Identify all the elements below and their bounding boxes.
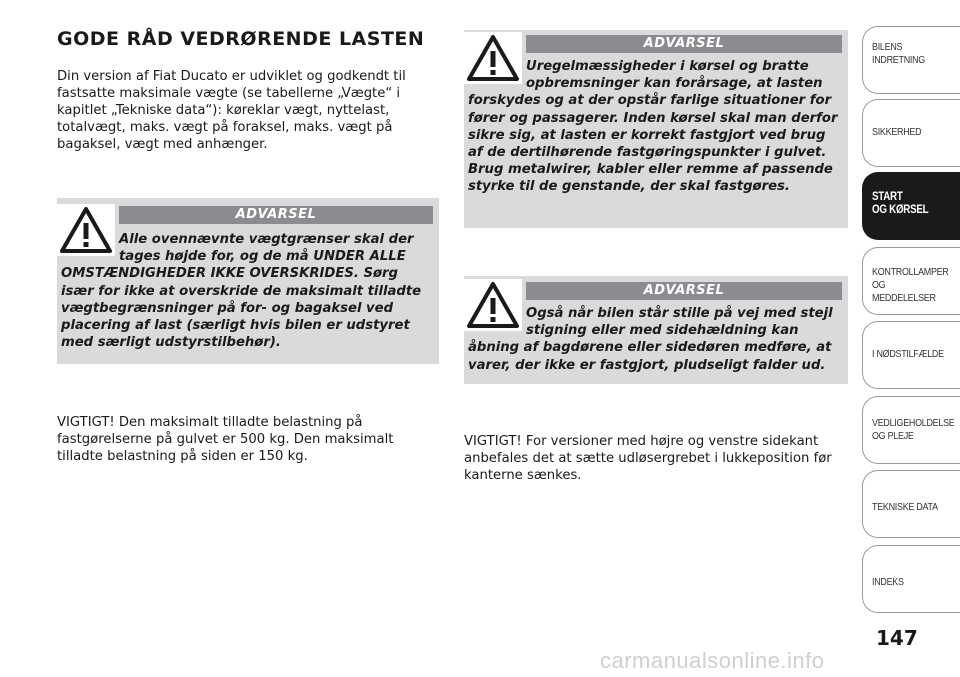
tab-label-line1: VEDLIGEHOLDELSE xyxy=(872,417,955,429)
tab-label-line2: INDRETNING xyxy=(872,54,925,66)
tab-label-line2: OG MEDDELELSER xyxy=(872,279,936,304)
tab-kontrollamper[interactable] xyxy=(862,247,960,315)
warning-box-2 xyxy=(464,30,848,228)
warning-box-1 xyxy=(57,198,439,364)
warning-text-2-rest: forskydes og at der opstår farlige situationer for fører og passagerer. Inden kørsel skal man derfor sikre sig, at lasten er korrekt fastgjort ved brug af de dertilhørende fastgøringspunkter i gulvet. Brug metalwirer, kabler eller remme af passende styrke til de genstande, der skal fastgøres. xyxy=(468,93,838,195)
tab-label-line2: OG PLEJE xyxy=(872,430,914,442)
page-title: GODE RÅD VEDRØRENDE LASTEN xyxy=(57,28,425,50)
tab-label-line1: INDEKS xyxy=(872,576,904,588)
warning-label-1: ADVARSEL xyxy=(119,206,433,224)
warning-text-3-first: Også når bilen står stille på vej med stejl stigning eller med sidehældning kan xyxy=(526,306,833,339)
tab-tekniske-data[interactable] xyxy=(862,470,960,538)
warning-text-1-first: Alle ovennævnte vægtgrænser skal der tages højde for, og de må UNDER ALLE xyxy=(119,232,414,265)
note-left: VIGTIGT! Den maksimalt tilladte belastning på fastgørelserne på gulvet er 500 kg. Den maksimalt tilladte belastning på siden er 150 kg. xyxy=(57,415,394,464)
tab-indeks[interactable] xyxy=(862,545,960,613)
warning-text-2-first: Uregelmæssigheder i kørsel og bratte opbremsninger kan forårsage, at lasten xyxy=(526,59,823,92)
tab-label-line1: SIKKERHED xyxy=(872,126,922,138)
tab-i-nodstilfaelde[interactable] xyxy=(862,321,960,389)
tab-label-line2: OG KØRSEL xyxy=(872,204,929,216)
tab-start-og-korsel[interactable] xyxy=(862,172,960,240)
tab-label-line1: KONTROLLAMPER xyxy=(872,266,949,278)
tab-label-line1: I NØDSTILFÆLDE xyxy=(872,348,944,360)
chapter-tabs xyxy=(862,0,960,620)
watermark: carmanualsonline.info xyxy=(600,648,825,673)
page-number: 147 xyxy=(876,626,918,650)
tab-label-line1: START xyxy=(872,191,903,203)
tab-bilens-indretning[interactable] xyxy=(862,26,960,94)
tab-sikkerhed[interactable] xyxy=(862,99,960,167)
tab-label-line1: TEKNISKE DATA xyxy=(872,501,938,513)
warning-text-1-rest: OMSTÆNDIGHEDER IKKE OVERSKRIDES. Sørg især for ikke at overskride de maksimalt tilladte vægtbegrænsninger på for- og bagaksel ved placering af last (særligt hvis bilen er udstyret med særligt udstyrstilbehør). xyxy=(61,266,422,351)
note-right: VIGTIGT! For versioner med højre og venstre sidekant anbefales det at sætte udløsergrebet i lukkeposition før kanterne sænkes. xyxy=(464,434,832,483)
warning-text-3-rest: åbning af bagdørene eller sidedøren medføre, at varer, der ikke er fastgjort, pludseligt falder ud. xyxy=(468,340,832,373)
warning-label-2: ADVARSEL xyxy=(526,35,842,53)
warning-label-3: ADVARSEL xyxy=(526,282,842,300)
tab-vedligeholdelse[interactable] xyxy=(862,396,960,464)
tab-label-line1: BILENS xyxy=(872,41,903,53)
warning-box-3 xyxy=(464,276,848,384)
intro-paragraph: Din version af Fiat Ducato er udviklet og godkendt til fastsatte maksimale vægte (se tabellerne „Vægte“ i kapitlet „Tekniske data“): køreklar vægt, nyttelast, totalvægt, maks. vægt på foraksel, maks. vægt på bagaksel, vægt med anhænger. xyxy=(57,69,406,152)
